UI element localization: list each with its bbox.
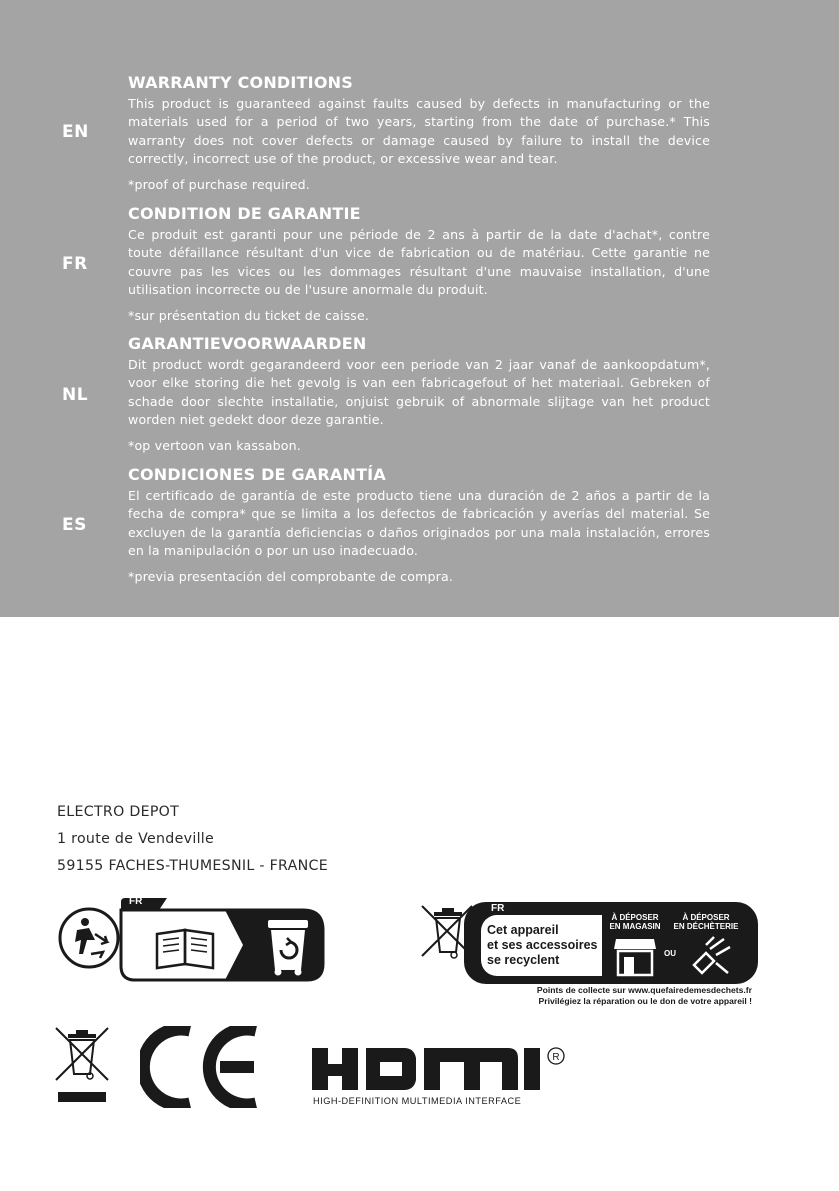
hdmi-subtitle: HIGH-DEFINITION MULTIMEDIA INTERFACE (313, 1096, 522, 1106)
recycle-message (487, 923, 598, 968)
lang-code-es: ES (62, 515, 87, 535)
company-name: ELECTRO DEPOT (57, 804, 180, 820)
dump-drop-label: À DÉPOSER EN DÉCHÈTERIE (673, 913, 739, 931)
collection-info (480, 985, 752, 1007)
triman-fr-badge: FR (129, 896, 143, 907)
section-title: WARRANTY CONDITIONS (128, 73, 353, 92)
svg-text:R: R (552, 1052, 560, 1063)
triman-info-block (55, 896, 325, 982)
or-label: OU (664, 949, 676, 958)
section-note: *previa presentación del comprobante de compra. (128, 568, 454, 584)
warranty-section-nl (128, 334, 710, 455)
recycle-fr-badge: FR (491, 903, 505, 914)
triman-icon (60, 909, 118, 967)
ce-mark-icon (140, 1026, 264, 1108)
section-body: El certificado de garantía de este producto tiene una duración de 2 años a partir de la fecha de compra* que se limita a los defectos de fabricación y averías del material. Se excluyen de la garantía deficiencias o daños originados por una mala instalación, errores en la manipulación o por un uso inadecuado. (128, 488, 710, 559)
section-note: *sur présentation du ticket de caisse. (128, 307, 370, 323)
address-street: 1 route de Vendeville (57, 831, 215, 847)
company-address (57, 799, 328, 880)
warranty-section-es (128, 465, 710, 586)
lang-code-fr: FR (62, 254, 88, 274)
address-city: 59155 FACHES-THUMESNIL - FRANCE (57, 858, 329, 874)
hdmi-logo (312, 1046, 570, 1094)
recycle-line-2: et ses accessoires (487, 938, 598, 952)
section-note: *op vertoon van kassabon. (128, 437, 301, 453)
section-title: CONDITION DE GARANTIE (128, 204, 361, 223)
recycle-line-1: Cet appareil (487, 923, 559, 937)
warranty-section-fr (128, 204, 710, 325)
section-title: GARANTIEVOORWAARDEN (128, 334, 367, 353)
lang-code-en: EN (62, 122, 89, 142)
section-note: *proof of purchase required. (128, 176, 310, 192)
section-body: Ce produit est garanti pour une période de 2 ans à partir de la date d'achat*, contre toute défaillance résultant d'un vice de fabrication ou de matériau. Cette garantie ne couvre pas les vices ou les dommages résultant d'une mauvaise installation, d'une utilisation incorrecte ou de l'usure anormale du produit. (128, 227, 710, 298)
dump-hand-icon (686, 935, 734, 977)
section-title: CONDICIONES DE GARANTÍA (128, 465, 386, 484)
warranty-section-en (128, 73, 710, 194)
collection-line-2: Privilégiez la réparation ou le don de votre appareil ! (538, 996, 752, 1006)
collection-line-1: Points de collecte sur www.quefairedemesdechets.fr (536, 985, 752, 995)
store-drop-label: À DÉPOSER EN MAGASIN (609, 913, 661, 931)
recycle-line-3: se recyclent (487, 953, 560, 967)
weee-bin-icon (54, 1024, 112, 1106)
section-body: Dit product wordt gegarandeerd voor een periode van 2 jaar vanaf de aankoopdatum*, voor elke storing die het gevolg is van een fabricagefout of het materiaal. Gebreken of schade door slechte installatie, onjuist gebruik of abnormale slijtage van het product worden niet gedekt door deze garantie. (128, 357, 710, 428)
section-body: This product is guaranteed against faults caused by defects in manufacturing or the materials used for a period of two years, starting from the date of purchase.* This warranty does not cover defects or damage caused by failure to install the device correctly, incorrect use of the product, or excessive wear and tear. (128, 96, 710, 167)
lang-code-nl: NL (62, 385, 89, 405)
store-icon (612, 935, 658, 977)
